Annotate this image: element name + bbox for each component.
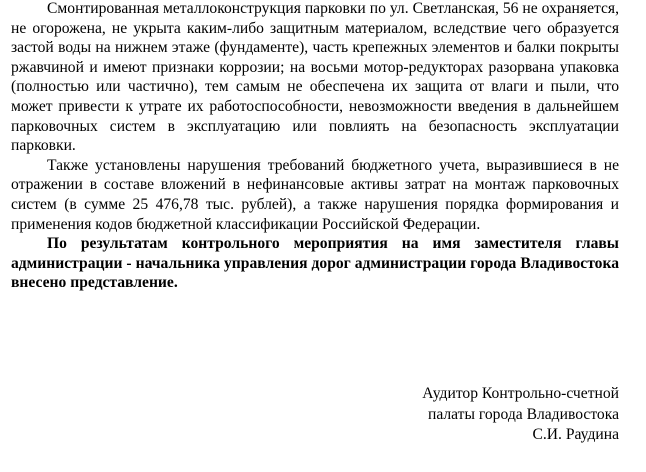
- signature-name: С.И. Раудина: [532, 426, 619, 443]
- paragraph-conclusion: По результатам контрольного мероприятия на имя заместителя главы администрации - начальника управления дорог администрации города Владивостока внесено представление.: [11, 235, 619, 292]
- signature-position-line1: Аудитор Контрольно-счетной: [422, 385, 619, 402]
- signature-position-line2: палаты города Владивостока: [427, 405, 619, 423]
- signature-block: [422, 384, 619, 446]
- paragraph-budget-violations: Также установлены нарушения требований бюджетного учета, выразившиеся в не отражении в составе вложений в нефинансовые активы затрат на монтаж парковочных систем (в сумме 25 476,78 тыс. рублей), а также нарушения порядка формирования и применения кодов бюджетной классификации Российской Федерации.: [11, 156, 619, 233]
- paragraph-parking-condition: Смонтированная металлоконструкция парковки по ул. Светланская, 56 не охраняется, не огорожена, не укрыта каким-либо защитным материалом, вследствие чего образуется застой воды на нижнем этаже (фундаменте), часть крепежных элементов и балки покрыты ржавчиной и имеют признаки коррозии; на восьми мотор-редукторах разорвана упаковка (полностью или частично), тем самым не обеспечена их защита от влаги и пыли, что может привести к утрате их работоспособности, невозможности введения в дальнейшем парковочных систем в эксплуатацию или повлиять на безопасность эксплуатации парковки.: [11, 0, 619, 155]
- document-body: [11, 0, 619, 293]
